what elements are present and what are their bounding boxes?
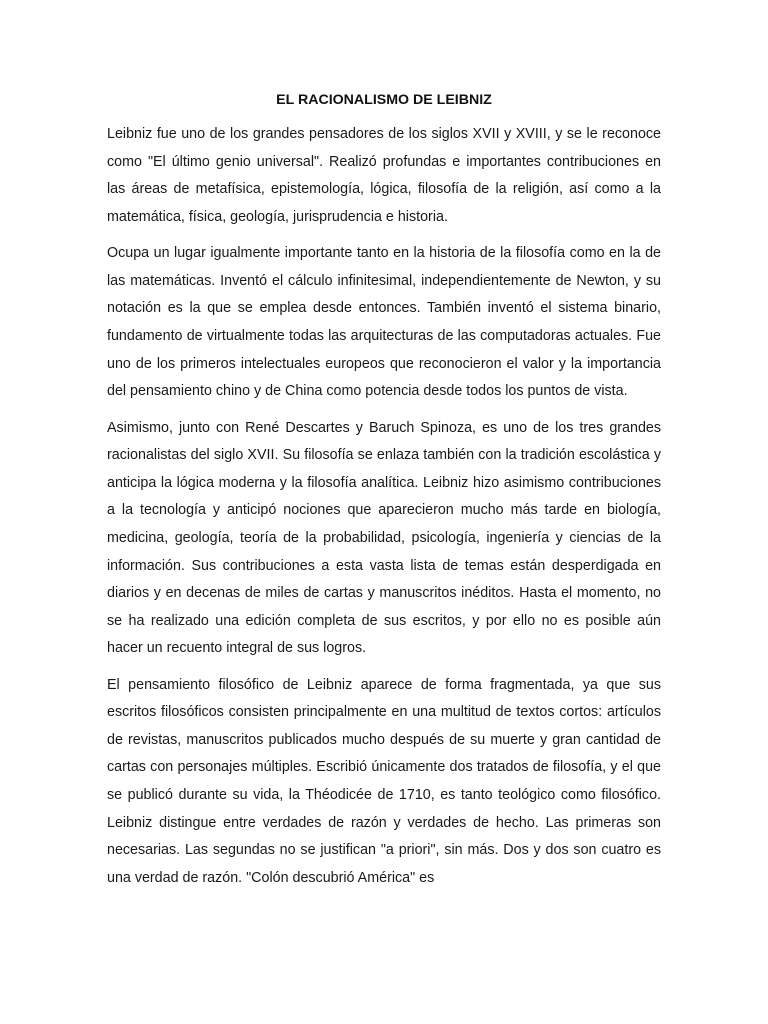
paragraph-1: Leibniz fue uno de los grandes pensadores de los siglos XVII y XVIII, y se le reconoce como "El último genio universal". Realizó profundas e importantes contribuciones en las áreas de metafísica, epistemología, lógica, filosofía de la religión, así como a la matemática, física, geología, jurisprudencia e historia. xyxy=(107,126,661,225)
page-title: EL RACIONALISMO DE LEIBNIZ xyxy=(276,92,492,108)
document-body xyxy=(107,121,661,901)
paragraph-2: Ocupa un lugar igualmente importante tanto en la historia de la filosofía como en la de las matemáticas. Inventó el cálculo infinitesimal, independientemente de Newton, y su notación es la que se emplea desde entonces. También inventó el sistema binario, fundamento de virtualmente todas las arquitecturas de las computadoras actuales. Fue uno de los primeros intelectuales europeos que reconocieron el valor y la importancia del pensamiento chino y de China como potencia desde todos los puntos de vista. xyxy=(107,245,661,400)
paragraph-4: El pensamiento filosófico de Leibniz aparece de forma fragmentada, ya que sus escritos filosóficos consisten principalmente en una multitud de textos cortos: artículos de revistas, manuscritos publicados mucho después de su muerte y gran cantidad de cartas con personajes múltiples. Escribió únicamente dos tratados de filosofía, y el que se publicó durante su vida, la Théodicée de 1710, es tanto teológico como filosófico. Leibniz distingue entre verdades de razón y verdades de hecho. Las primeras son necesarias. Las segundas no se justifican "a priori", sin más. Dos y dos son cuatro es una verdad de razón. "Colón descubrió América" es xyxy=(107,676,661,886)
paragraph-3: Asimismo, junto con René Descartes y Baruch Spinoza, es uno de los tres grandes racionalistas del siglo XVII. Su filosofía se enlaza también con la tradición escolástica y anticipa la lógica moderna y la filosofía analítica. Leibniz hizo asimismo contribuciones a la tecnología y anticipó nociones que aparecieron mucho más tarde en biología, medicina, geología, teoría de la probabilidad, psicología, ingeniería y ciencias de la información. Sus contribuciones a esta vasta lista de temas están desperdigada en diarios y en decenas de miles de cartas y manuscritos inéditos. Hasta el momento, no se ha realizado una edición completa de sus escritos, y por ello no es posible aún hacer un recuento integral de sus logros. xyxy=(107,419,661,657)
